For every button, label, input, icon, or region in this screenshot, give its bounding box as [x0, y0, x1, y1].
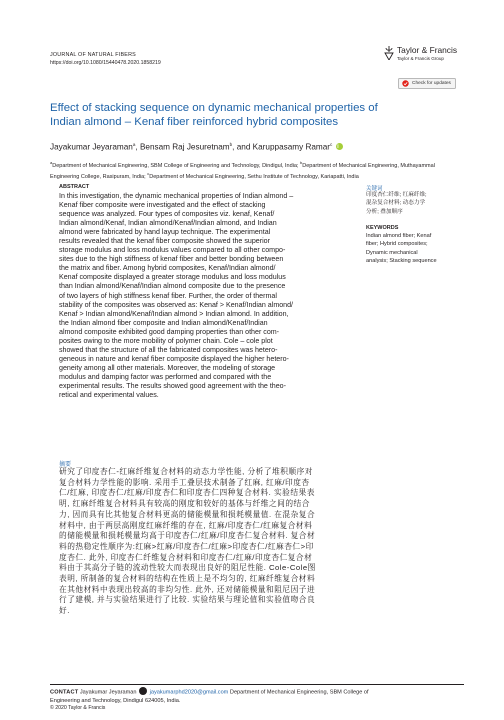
text-line: Indian almond fiber; Kenaf: [366, 233, 432, 239]
author-name[interactable]: Bensam Raj Jesuretnam: [139, 142, 230, 152]
text-line: 仁/红麻, 印度杏仁/红麻/印度杏仁和印度杏仁四种复合材料. 实验结果表: [59, 488, 315, 498]
copyright-notice: © 2020 Taylor & Francis: [50, 705, 106, 711]
chinese-abstract-heading: 摘要: [59, 462, 72, 468]
email-icon: [139, 687, 147, 695]
check-updates-icon: [402, 80, 409, 87]
text-line: 研究了印度杏仁-红麻纤维复合材料的动态力学性能, 分析了堆积顺序对: [59, 467, 313, 476]
text-line: Kenaf > Indian almond/Kenaf/Indian almond > Indian almond. In addition,: [59, 309, 289, 318]
author-name[interactable]: and Karuppasamy Ramar: [236, 142, 331, 152]
text-line: 度杏仁. 此外, 印度杏仁纤维复合材料和印度杏仁/红麻/印度杏仁复合材: [59, 552, 313, 562]
text-line: the matrix and fiber. Among hybrid composites, Kenaf/Indian almond/: [59, 264, 276, 273]
contact-info: [50, 687, 464, 705]
title-line: Effect of stacking sequence on dynamic mechanical properties of: [50, 102, 378, 114]
footer-divider: [50, 684, 464, 685]
text-line: showed that the structure of all the fabricated composites was hetero-: [59, 345, 278, 354]
check-updates-button[interactable]: [398, 78, 456, 89]
text-line: analysis; Stacking sequence: [366, 258, 437, 265]
text-line: In this investigation, the dynamic mechanical properties of Indian almond –: [59, 192, 294, 200]
chinese-keywords: [366, 191, 461, 216]
text-line: 力, 因而具有比其他复合材料更高的储能模量和损耗模量值. 在混杂复合: [59, 509, 316, 519]
author-list: Jayakumar Jeyaraman$^a$, Bensam Raj Jesuretnam$^b$, and Karuppasamy Ramar$^c$ i: [50, 140, 470, 153]
publisher-name: Taylor & Francis: [397, 45, 458, 55]
text-line: experimental results. The results showed good agreement with the theo-: [59, 381, 286, 390]
text-line: Indian almond/Kenaf, Indian almond/Kenaf/Indian almond, and Indian: [59, 219, 277, 228]
article-title: [50, 101, 470, 129]
text-line: 的储能模量和损耗模量均高于印度杏仁/红麻/印度杏仁复合材料. 复合材: [59, 531, 316, 541]
affiliations: $^a$Department of Mechanical Engineering, SBM College of Engineering and Technology, Dindigul, India; $^b$Department of Mechanical Engineering, Muthayammal Engineering College, Rasipuram, India; $^c$Department of Mechanical Engineering, Sethu Institute of Technology, Kariapatti, India: [50, 160, 435, 180]
chinese-keywords-heading: 关键词: [366, 186, 383, 192]
text-line: posites owing to the more mobility of polymer chain. Cole – cole plot: [59, 336, 273, 345]
text-line: Kenaf fiber composite were investigated and the effect of stacking: [59, 201, 266, 210]
publisher-logo: [384, 44, 464, 66]
title-line: Indian almond – Kenaf fiber reinforced hybrid composites: [50, 116, 339, 128]
affiliation-text: Department of Mechanical Engineering, Muthayammal Engineering College, Rasipuram, India;: [50, 162, 435, 180]
doi-link[interactable]: https://doi.org/10.1080/15440478.2020.1858219: [50, 60, 161, 66]
text-line: almond were fabricated by hand layup technique. The experimental: [59, 228, 271, 237]
affiliation-text: Department of Mechanical Engineering, SBM College of Engineering and Technology, Dindigul, India;: [52, 162, 300, 169]
text-line: sequence was analyzed. Four types of composites viz. kenaf, Kenaf/: [59, 210, 275, 219]
orcid-icon[interactable]: i: [336, 143, 343, 150]
text-line: 混杂复合材料; 动态力学: [366, 200, 426, 207]
text-line: Dynamic mechanical: [366, 249, 418, 256]
text-line: 分析; 叠加顺序: [366, 208, 403, 215]
text-line: 料由于其高分子链的流动性较大而表现出良好的阻尼性能. Cole-Cole图: [59, 563, 316, 573]
contact-label: CONTACT: [50, 689, 79, 696]
text-line: retical and experimental values.: [59, 391, 159, 400]
text-line: 行了建模, 并与实验结果进行了比较. 实验结果与理论值和实验值吻合良: [59, 595, 316, 605]
text-line: 料的热稳定性顺序为:红麻>红麻/印度杏仁/红麻>印度杏仁/红麻杏仁>印: [59, 541, 314, 551]
affiliation-marker: c: [330, 142, 333, 147]
text-line: of two layers of high stiffness kenaf fiber. Further, the order of thermal: [59, 291, 277, 300]
chinese-abstract-text: [59, 467, 351, 617]
text-line: 材料中, 由于两层高刚度红麻纤维的存在, 红麻/印度杏仁/红麻复合材料: [59, 520, 313, 530]
text-line: 印度杏仁纤维; 红麻纤维;: [366, 192, 427, 198]
text-line: the Indian almond fiber composite and Indian almond/Kenaf/Indian: [59, 318, 268, 327]
affiliation-text: Department of Mechanical Engineering, Sethu Institute of Technology, Kariapatti, India: [149, 173, 359, 180]
text-line: almond composite exhibited good damping properties than other com-: [59, 327, 280, 336]
text-line: 在其他材料中表现出较高的非均匀性. 此外, 还对储能模量和阻尼因子进: [59, 584, 316, 594]
contact-email-link[interactable]: jayakumarphd2020@gmail.com: [149, 689, 229, 696]
contact-department: Engineering and Technology, Dindigul 624005, India.: [50, 697, 181, 704]
contact-department: Department of Mechanical Engineering, SBM College of: [228, 689, 369, 696]
text-line: than Indian almond/Kenaf/Indian almond composite due to the presence: [59, 282, 286, 291]
text-line: geneity among all other materials. Moreover, the modeling of storage: [59, 363, 276, 372]
text-line: geneous in nature and kenaf fiber composite displayed the higher hetero-: [59, 354, 289, 363]
publisher-group: Taylor & Francis Group: [397, 56, 444, 61]
text-line: stability of the composites was observed as: Kenaf > Kenaf/Indian almond/: [59, 300, 294, 309]
text-line: 明, 红麻纤维复合材料具有较高的刚度和较好的基体与纤维之间的结合: [59, 499, 310, 509]
contact-name: Jayakumar Jeyaraman: [78, 689, 139, 696]
journal-name: JOURNAL OF NATURAL FIBERS: [50, 52, 136, 58]
affiliation-marker: a: [132, 142, 136, 147]
keywords-heading: KEYWORDS: [366, 225, 399, 231]
check-updates-label: Check for updates: [412, 81, 451, 86]
author-name[interactable]: Jayakumar Jeyaraman: [50, 142, 133, 152]
text-line: modulus and damping factor was performed and compared with the: [59, 372, 272, 381]
text-line: storage modulus and loss modulus values compared to all other compo-: [59, 246, 286, 255]
text-line: 复合材料力学性能的影响. 采用手工叠层技术制备了红麻, 红麻/印度杏: [59, 477, 310, 487]
abstract-heading: ABSTRACT: [59, 184, 90, 190]
text-line: fiber; Hybrid composites;: [366, 241, 428, 248]
keywords: [366, 232, 464, 266]
text-line: sites due to the high stiffness of kenaf fiber and better bonding between: [59, 255, 284, 264]
text-line: 好.: [59, 606, 70, 616]
abstract-text: [59, 192, 351, 400]
text-line: 表明, 所制备的复合材料的结构在性质上是不均匀的, 红麻纤维复合材料: [59, 574, 316, 584]
affiliation-marker: b: [229, 142, 233, 147]
text-line: results revealed that the kenaf fiber composite showed the superior: [59, 237, 270, 246]
text-line: Kenaf composite displayed a greater storage modulus and loss modulus: [59, 273, 286, 282]
taylor-francis-logo-icon: [384, 46, 394, 60]
